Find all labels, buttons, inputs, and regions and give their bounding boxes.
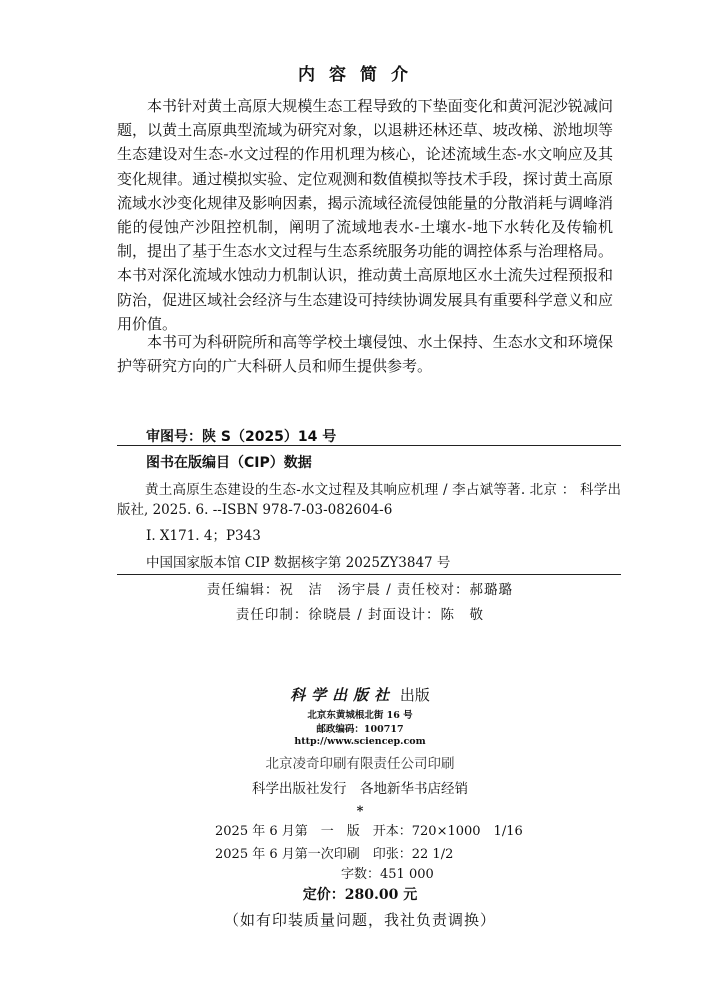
intro-paragraph-2: 本书可为科研院所和高等学校土壤侵蚀、水土保持、生态水文和环境保护等研究方向的广大科研人员和师生提供参考。 [117,333,613,376]
bottom-divider [117,574,621,575]
printing-spec: 2025 年 6 月第一次印刷 印张：22 1/2 [215,847,454,862]
review-number: 审图号：陕 S（2025）14 号 [146,429,337,445]
production-credits: 责任印制：徐晓晨 / 封面设计：陈 敬 [235,607,485,623]
distributor-line: 科学出版社发行 各地新华书店经销 [252,781,468,797]
cip-classification: Ⅰ. X171. 4；P343 [146,528,261,544]
page-title: 内容简介 [298,65,422,85]
cip-entry: 黄土高原生态建设的生态-水文过程及其响应机理 / 李占斌等著. 北京 ： 科学出版社, 2025. 6. --ISBN 978-7-03-082604-6 [117,482,621,518]
intro-paragraph-1: 本书针对黄土高原大规模生态工程导致的下垫面变化和黄河泥沙锐减问题，以黄土高原典型流域为研究对象，以退耕还林还草、坡改梯、淤地坝等生态建设对生态-水文过程的作用机理为核心，论述流域生态-水文响应及其变化规律。通过模拟实验、定位观测和数值模拟等技术手段，探讨黄土高原流域水沙变化规律及影响因素，揭示流域径流侵蚀能量的分散消耗与调峰消能的侵蚀产沙阻控机制，阐明了流域地表水-土壤水-地下水转化及传输机制，提出了基于生态水文过程与生态系统服务功能的调控体系与治理格局。本书对深化流域水蚀动力机制认识，推动黄土高原地区水土流失过程预报和防治，促进区域社会经济与生态建设可持续协调发展具有重要科学意义和应用价值。 [117,97,613,333]
publisher-name: 科学出版社 [290,686,396,704]
editor-credits: 责任编辑：祝 洁 汤宇晨 / 责任校对：郝璐璐 [206,582,514,598]
top-divider [117,445,621,446]
publisher-website: http://www.sciencep.com [294,736,426,747]
word-count: 字数：451 000 [341,867,434,882]
publisher-postcode: 邮政编码：100717 [316,724,404,735]
cip-heading: 图书在版编目（CIP）数据 [146,455,312,471]
publisher-address: 北京东黄城根北街 16 号 [307,710,413,721]
edition-spec: 2025 年 6 月第 一 版 开本：720×1000 1/16 [215,824,523,839]
cip-record-number: 中国国家版本馆 CIP 数据核字第 2025ZY3847 号 [146,555,451,571]
printer-line: 北京凌奇印刷有限责任公司印刷 [265,756,455,772]
price: 定价：280.00 元 [302,887,418,903]
publisher-line [0,684,720,705]
separator-star: * [356,804,364,819]
publisher-suffix: 出版 [395,686,430,704]
quality-notice: （如有印装质量问题，我社负责调换） [223,911,496,929]
